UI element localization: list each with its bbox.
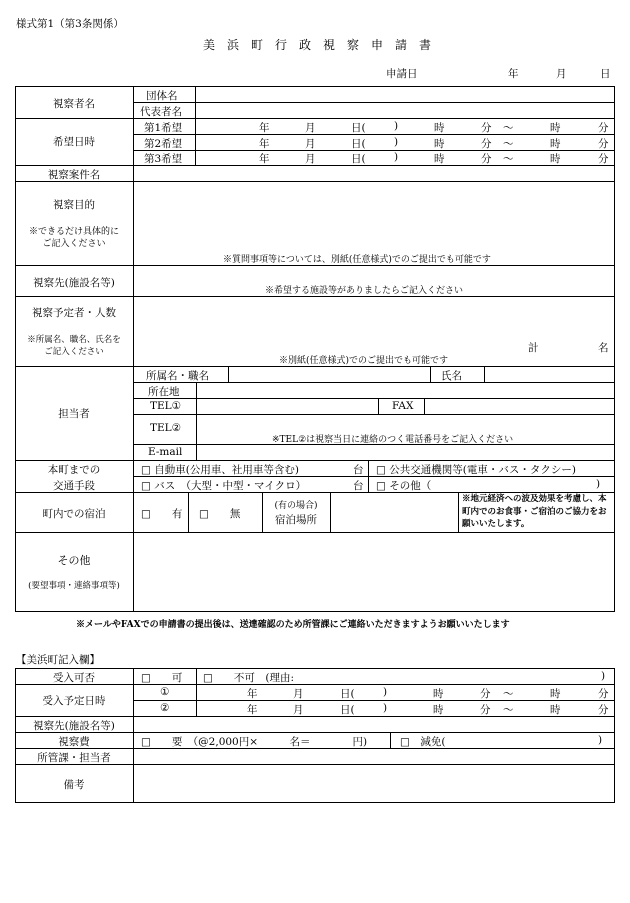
acceptance-close: ) <box>601 670 606 682</box>
form-number: 様式第1（第3条関係） <box>16 18 124 30</box>
fax-field[interactable] <box>426 399 613 413</box>
year-unit: 年 <box>259 138 270 150</box>
fee-required-option[interactable]: □ 要 （@2,000円× 名＝ 円) <box>141 736 368 748</box>
application-date-label: 申請日 <box>386 68 418 80</box>
tilde: ～ <box>503 704 514 716</box>
hour-unit: 時 <box>433 688 444 700</box>
month-unit: 月 <box>305 138 316 150</box>
destination-field[interactable] <box>135 266 613 282</box>
weekday-close: ) <box>394 151 399 163</box>
representative-name-field[interactable] <box>197 103 613 117</box>
tel2-label: TEL② <box>150 422 182 434</box>
date-month-label: 月 <box>556 68 567 80</box>
day-unit: 日( <box>340 704 355 716</box>
weekday-close: ) <box>383 686 388 698</box>
remarks-field[interactable] <box>135 765 613 801</box>
destination-label: 視察先(施設名等) <box>33 277 115 289</box>
day-unit: 日( <box>351 138 366 150</box>
lodging-place-label: 宿泊場所 <box>275 514 317 526</box>
planned-date-label: 受入予定日時 <box>42 695 106 707</box>
email-field[interactable] <box>198 445 613 459</box>
acceptance-ng-option[interactable]: □ 不可 (理由: <box>203 672 295 684</box>
slot-number: ① <box>160 686 170 698</box>
destination-note: ※希望する施設等がありましたらご記入ください <box>265 286 464 296</box>
remarks-label: 備考 <box>63 779 85 791</box>
lodging-yes-option[interactable]: □ 有 <box>141 508 183 520</box>
visitor-name-label: 視察者名 <box>53 98 95 110</box>
lodging-label: 町内での宿泊 <box>42 508 106 520</box>
hour-unit: 時 <box>433 704 444 716</box>
fee-exempt-close: ) <box>598 734 603 746</box>
lodging-place-note: (有の場合) <box>274 501 318 511</box>
affiliation-label: 所属名・職名 <box>146 370 209 382</box>
hour-unit-end: 時 <box>550 138 561 150</box>
hour-unit-end: 時 <box>550 122 561 134</box>
car-option[interactable]: □ 自動車(公用車、社用車等含む) <box>141 464 299 476</box>
planned-people-label: 視察予定者・人数 <box>32 307 116 319</box>
office-section-title: 【美浜町記入欄】 <box>16 654 100 666</box>
slot-number: ② <box>160 702 170 714</box>
minute-unit: 分 <box>481 122 492 134</box>
month-unit: 月 <box>293 704 304 716</box>
submission-note: ※メールやFAXでの申請書の提出後は、送達確認のため所管課にご連絡いただきますようお願いいたします <box>76 620 510 630</box>
tilde: ～ <box>503 688 514 700</box>
other-transport-close: ) <box>596 478 601 490</box>
public-transport-option[interactable]: □ 公共交通機関等(電車・バス・タクシー) <box>376 464 576 476</box>
hour-unit: 時 <box>434 138 445 150</box>
choice-label: 第2希望 <box>144 138 183 150</box>
representative-name-label: 代表者名 <box>140 106 182 118</box>
choice-label: 第1希望 <box>144 122 183 134</box>
acceptance-label: 受入可否 <box>53 672 95 684</box>
dept-field[interactable] <box>135 749 613 763</box>
fax-label: FAX <box>392 400 414 412</box>
tel2-note: ※TEL②は視察当日に連絡のつく電話番号をご記入ください <box>272 435 514 445</box>
tel1-label: TEL① <box>150 400 182 412</box>
minute-unit: 分 <box>480 704 491 716</box>
hour-unit-end: 時 <box>550 704 561 716</box>
minute-unit: 分 <box>481 153 492 165</box>
day-unit: 日( <box>351 153 366 165</box>
minute-unit: 分 <box>480 688 491 700</box>
fee-exempt-option[interactable]: □ 減免( <box>400 736 446 748</box>
year-unit: 年 <box>247 688 258 700</box>
year-unit: 年 <box>247 704 258 716</box>
month-unit: 月 <box>305 153 316 165</box>
minute-unit: 分 <box>481 138 492 150</box>
hour-unit-end: 時 <box>550 153 561 165</box>
tel2-field[interactable] <box>198 415 613 431</box>
transport-label-line1: 本町までの <box>47 464 101 476</box>
minute-unit-end: 分 <box>598 688 609 700</box>
fee-label: 視察費 <box>58 736 90 748</box>
month-unit: 月 <box>305 122 316 134</box>
other-field[interactable] <box>135 533 613 610</box>
contact-name-label: 氏名 <box>441 370 462 382</box>
email-label: E-mail <box>148 446 183 458</box>
minute-unit-end: 分 <box>598 704 609 716</box>
weekday-close: ) <box>394 120 399 132</box>
office-destination-label: 視察先(施設名等) <box>33 720 115 732</box>
month-unit: 月 <box>293 688 304 700</box>
planned-people-note: ※所属名、職名、氏名を ご記入ください <box>27 335 121 357</box>
tilde: ～ <box>503 138 514 150</box>
purpose-note: ※できるだけ具体的に ご記入ください <box>28 227 119 249</box>
case-name-label: 視察案件名 <box>47 169 101 181</box>
lodging-no-option[interactable]: □ 無 <box>199 508 241 520</box>
choice-label: 第3希望 <box>144 153 183 165</box>
minute-unit-end: 分 <box>598 138 609 150</box>
weekday-close: ) <box>383 702 388 714</box>
planned-people-footnote: ※別紙(任意様式)でのご提出でも可能です <box>279 356 449 366</box>
year-unit: 年 <box>259 122 270 134</box>
case-name-field[interactable] <box>135 166 613 180</box>
affiliation-field[interactable] <box>230 367 428 381</box>
date-year-label: 年 <box>508 68 519 80</box>
hour-unit-end: 時 <box>550 688 561 700</box>
purpose-field[interactable] <box>135 182 613 246</box>
purpose-footnote: ※質問事項等については、別紙(任意様式)でのご提出でも可能です <box>223 255 491 265</box>
bus-option[interactable]: □ バス （大型・中型・マイクロ） <box>141 480 307 492</box>
office-destination-field[interactable] <box>135 717 613 731</box>
lodging-place-field[interactable] <box>332 493 456 531</box>
address-label: 所在地 <box>148 386 180 398</box>
minute-unit-end: 分 <box>598 153 609 165</box>
purpose-label: 視察目的 <box>53 199 95 211</box>
total-label: 計 <box>528 342 539 354</box>
group-name-label: 団体名 <box>146 90 178 102</box>
car-unit: 台 <box>353 464 364 476</box>
date-day-label: 日 <box>600 68 611 80</box>
contact-label: 担当者 <box>58 408 90 420</box>
year-unit: 年 <box>259 153 270 165</box>
address-field[interactable] <box>198 383 613 397</box>
minute-unit-end: 分 <box>598 122 609 134</box>
contact-name-field[interactable] <box>486 367 613 381</box>
day-unit: 日( <box>351 122 366 134</box>
lodging-note: ※地元経済への波及効果を考慮し、本町内でのお食事・ご宿泊のご協力をお願いいたします。 <box>462 494 607 529</box>
page-title: 美 浜 町 行 政 視 察 申 請 書 <box>203 38 432 52</box>
weekday-close: ) <box>394 136 399 148</box>
dept-label: 所管課・担当者 <box>37 752 111 764</box>
transport-label-line2: 交通手段 <box>53 480 95 492</box>
people-unit: 名 <box>598 342 609 354</box>
tilde: ～ <box>503 153 514 165</box>
day-unit: 日( <box>340 688 355 700</box>
hour-unit: 時 <box>434 122 445 134</box>
tilde: ～ <box>503 122 514 134</box>
planned-people-field[interactable] <box>135 297 515 347</box>
other-transport-option[interactable]: □ その他（ <box>376 480 432 492</box>
tel1-field[interactable] <box>198 399 376 413</box>
total-people-field[interactable] <box>540 338 594 352</box>
bus-unit: 台 <box>353 480 364 492</box>
desired-datetime-label: 希望日時 <box>53 136 95 148</box>
acceptance-ok-option[interactable]: □ 可 <box>141 672 183 684</box>
hour-unit: 時 <box>434 153 445 165</box>
other-note: (要望事項・連絡事項等) <box>28 581 120 591</box>
other-label: その他 <box>57 554 91 567</box>
group-name-field[interactable] <box>197 87 613 101</box>
